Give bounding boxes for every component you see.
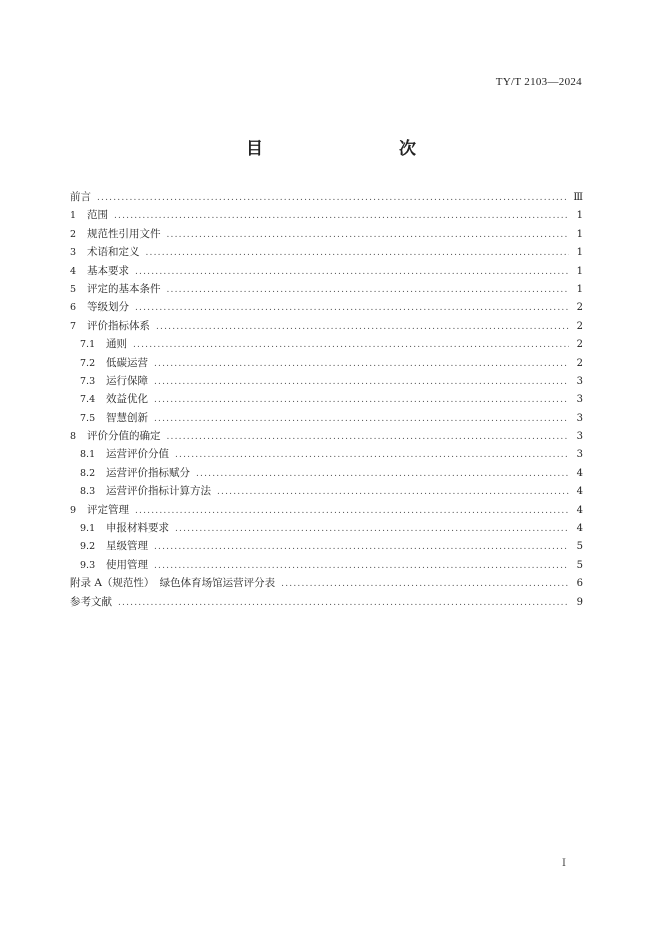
- toc-entry-page: 1: [576, 228, 583, 240]
- toc-entry-label: 术语和定义: [87, 246, 140, 259]
- toc-entry-page: 6: [576, 578, 583, 590]
- page-title: 目 次: [246, 139, 450, 159]
- toc-entry-number: 2: [70, 228, 77, 240]
- toc-entry-page: 3: [576, 431, 583, 443]
- toc-entry-label: 规范性引用文件: [87, 227, 161, 240]
- toc-dot-leader: [196, 465, 569, 483]
- toc-entry-number: 8.3: [80, 486, 96, 498]
- toc-entry-label: 评定的基本条件: [87, 282, 161, 295]
- toc-entry[interactable]: [70, 574, 583, 592]
- toc-dot-leader: [167, 428, 570, 446]
- toc-entry[interactable]: [70, 262, 583, 280]
- toc-entry-label: 范围: [87, 209, 108, 222]
- standard-code: TY/T 2103—2024: [495, 76, 582, 88]
- toc-entry-label: 附录 A（规范性） 绿色体育场馆运营评分表: [70, 577, 276, 590]
- toc-entry-page: 5: [576, 559, 583, 571]
- toc-entry-number: 7.5: [80, 412, 96, 424]
- toc-entry-page: 4: [576, 467, 583, 479]
- toc-entry[interactable]: [70, 354, 583, 372]
- toc-entry-label: 运行保障: [106, 374, 148, 387]
- toc-dot-leader: [154, 410, 569, 428]
- toc-entry-label: 运营评价指标赋分: [106, 466, 190, 479]
- toc-entry-number: 9.1: [80, 523, 96, 535]
- toc-entry-label: 运营评价分值: [106, 448, 169, 461]
- toc-entry-page: 1: [576, 283, 583, 295]
- toc-entry-number: 6: [70, 302, 77, 314]
- toc-entry[interactable]: [70, 445, 583, 463]
- toc-dot-leader: [175, 520, 569, 538]
- toc-entry-label: 评价分值的确定: [87, 430, 161, 443]
- toc-entry-page: 1: [576, 247, 583, 259]
- toc-entry[interactable]: [70, 280, 583, 298]
- toc-dot-leader: [154, 391, 569, 409]
- toc-entry-number: 7.2: [80, 357, 96, 369]
- toc-entry-label: 低碳运营: [106, 356, 148, 369]
- toc-entry-page: 3: [576, 449, 583, 461]
- toc-entry[interactable]: [70, 482, 583, 500]
- toc-entry[interactable]: [70, 593, 583, 611]
- toc-dot-leader: [135, 502, 569, 520]
- toc-entry-page: 1: [576, 210, 583, 222]
- toc-entry-label: 参考文献: [70, 595, 112, 608]
- toc-entry-label: 申报材料要求: [106, 522, 169, 535]
- toc-entry[interactable]: [70, 206, 583, 224]
- toc-entry[interactable]: [70, 390, 583, 408]
- toc-entry[interactable]: [70, 298, 583, 316]
- toc-entry-number: 3: [70, 247, 77, 259]
- toc-entry-label: 通则: [106, 338, 127, 351]
- toc-entry-number: 4: [70, 265, 77, 277]
- toc-entry[interactable]: [70, 335, 583, 353]
- toc-entry-page: Ⅲ: [573, 192, 583, 203]
- toc-entry-label: 评定管理: [87, 503, 129, 516]
- toc-entry-number: 8: [70, 431, 77, 443]
- toc-entry-page: 3: [576, 394, 583, 406]
- toc-entry-page: 2: [576, 339, 583, 351]
- toc-entry-label: 前言: [70, 191, 91, 203]
- toc-dot-leader: [154, 373, 569, 391]
- toc-entry-label: 评价指标体系: [87, 319, 150, 332]
- toc-entry[interactable]: [70, 519, 583, 537]
- toc-dot-leader: [175, 446, 569, 464]
- toc-entry-page: 2: [576, 357, 583, 369]
- toc-entry-page: 2: [576, 302, 583, 314]
- toc-dot-leader: [217, 483, 569, 501]
- toc-entry-number: 5: [70, 283, 77, 295]
- toc-dot-leader: [167, 226, 570, 244]
- toc-dot-leader: [135, 299, 569, 317]
- toc-dot-leader: [133, 336, 569, 354]
- toc-entry-label: 运营评价指标计算方法: [106, 485, 211, 498]
- toc-entry-page: 4: [576, 523, 583, 535]
- toc-entry[interactable]: [70, 464, 583, 482]
- toc-entry-page: 3: [576, 412, 583, 424]
- toc-entry-page: 4: [576, 486, 583, 498]
- toc-entry[interactable]: [70, 427, 583, 445]
- toc-entry-page: 3: [576, 375, 583, 387]
- toc-entry-number: 9.2: [80, 541, 96, 553]
- toc-entry[interactable]: [70, 188, 583, 206]
- toc-entry-number: 7.4: [80, 394, 96, 406]
- toc-dot-leader: [154, 557, 569, 575]
- toc-dot-leader: [146, 244, 570, 262]
- toc-entry[interactable]: [70, 556, 583, 574]
- toc-dot-leader: [156, 318, 569, 336]
- toc-entry[interactable]: [70, 225, 583, 243]
- toc-entry-number: 7.1: [80, 339, 96, 351]
- toc-entry-number: 8.2: [80, 467, 96, 479]
- toc-dot-leader: [118, 594, 569, 612]
- toc-entry-page: 9: [576, 596, 583, 608]
- toc-entry[interactable]: [70, 243, 583, 261]
- toc-entry-number: 8.1: [80, 449, 96, 461]
- toc-entry[interactable]: [70, 501, 583, 519]
- toc-entry[interactable]: [70, 537, 583, 555]
- footer-page-number: I: [562, 858, 566, 869]
- toc-entry[interactable]: [70, 317, 583, 335]
- toc-dot-leader: [135, 263, 569, 281]
- toc-entry-label: 使用管理: [106, 558, 148, 571]
- toc-entry-number: 7: [70, 320, 77, 332]
- toc-entry-label: 智慧创新: [106, 411, 148, 424]
- toc-entry[interactable]: [70, 372, 583, 390]
- toc-entry-label: 星级管理: [106, 540, 148, 553]
- toc-entry-number: 9: [70, 504, 77, 516]
- toc-dot-leader: [154, 538, 569, 556]
- toc-dot-leader: [97, 189, 567, 207]
- toc-entry-number: 7.3: [80, 375, 96, 387]
- toc-dot-leader: [154, 355, 569, 373]
- toc-dot-leader: [281, 575, 569, 593]
- toc-entry-page: 1: [576, 265, 583, 277]
- toc-dot-leader: [114, 207, 569, 225]
- toc-entry-page: 2: [576, 320, 583, 332]
- table-of-contents: [70, 188, 583, 611]
- toc-dot-leader: [167, 281, 570, 299]
- toc-entry[interactable]: [70, 409, 583, 427]
- toc-entry-number: 1: [70, 210, 77, 222]
- toc-entry-label: 效益优化: [106, 393, 148, 406]
- toc-entry-label: 基本要求: [87, 264, 129, 277]
- toc-entry-number: 9.3: [80, 559, 96, 571]
- toc-entry-page: 4: [576, 504, 583, 516]
- toc-entry-label: 等级划分: [87, 301, 129, 314]
- toc-entry-page: 5: [576, 541, 583, 553]
